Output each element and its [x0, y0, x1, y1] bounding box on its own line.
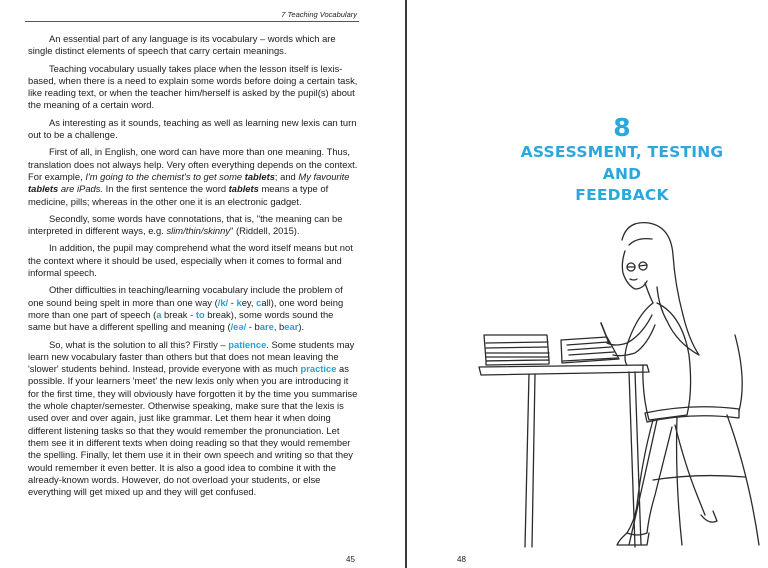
body-text	[28, 33, 358, 503]
example-2-end: are iPads.	[58, 183, 104, 195]
paragraph-2: Teaching vocabulary usually takes place when the lesson itself is lexis-based, when there is a need to explain some words before doing a certain task, like reading text, or when the teacher him/herself is asked by the pupil(s) about the meaning of a certain word.	[28, 62, 358, 111]
chapter-number: 8	[613, 113, 631, 142]
desk-icon	[479, 365, 649, 547]
p5-text-b: " (Riddell, 2015).	[230, 225, 300, 237]
example-2-keyword: tablets	[28, 183, 59, 195]
p4-text-a: First of all, in English, one word can have more than one meaning. Thus, translation does not always help. Very often everything depends on the context. For example,	[28, 146, 358, 182]
p7-text-end: ).	[298, 321, 305, 333]
page-number-right: 48	[457, 555, 466, 564]
letter-c: c	[256, 296, 262, 308]
p7-sep-1: -	[228, 296, 237, 308]
letter-k: k	[236, 296, 242, 308]
chapter-title-line-2: AND	[602, 164, 642, 183]
connotation-example: slim/thin/skinny	[166, 225, 231, 237]
example-1-keyword: tablets	[244, 170, 275, 182]
example-2-text: My favourite	[298, 170, 350, 182]
p4-text-d: means a type of medicine, pills; whereas in the other one it is an electronic gadget.	[28, 183, 329, 207]
woman-writing-at-desk-illustration	[477, 215, 768, 560]
p7-text-c: break), some words sound the same but have a different spelling and meaning (	[28, 308, 334, 333]
p7-text-b: all), one word being more than one part of speech (	[28, 296, 344, 320]
phoneme-k: /k/	[217, 296, 229, 308]
p7-text-key: ey,	[241, 296, 257, 308]
letters-are: are	[259, 321, 274, 333]
keyword-tablets: tablets	[228, 183, 259, 195]
chapter-title	[467, 142, 768, 207]
woman-figure-icon	[601, 223, 717, 545]
p8-text-c: as possible. If your learners 'meet' the new lexis only when you are introducing it for the first time, they will obviously have forgotten it by the time you summarise the whole chapter/semester. Otherwise speaking, make sure that the lexis is used over and over again, just like grammar. Let them hear it when doing different listening tasks so that they would remember the pronunciation. Let them see it in different texts when doing reading so that they would remember the spelling. Finally, let them use it in their own speech and writing so that they would remember it even better. It is also a good idea to combine it with the already-known words. However, do not overload your students, or else everything will get mixed up and they will get confused.	[28, 363, 358, 498]
particle-to: to	[195, 308, 205, 320]
p7-text-b3: , b	[273, 321, 285, 333]
example-sentence-1	[85, 171, 275, 182]
keyword-patience: patience	[228, 338, 267, 350]
p4-text-c: In the first sentence the word	[103, 183, 229, 195]
paragraph-3: As interesting as it sounds, teaching as well as learning new lexis can turn out to be a challenge.	[28, 116, 357, 141]
chapter-title-line-1: ASSESSMENT, TESTING	[520, 143, 724, 161]
page-number-left: 45	[346, 555, 355, 564]
p7-text-a: Other difficulties in teaching/learning vocabulary include the problem of one sound being spelt in more than one way (	[28, 284, 343, 308]
paragraph-7	[28, 284, 358, 333]
p4-text-b: ; and	[274, 170, 299, 182]
paragraph-1: An essential part of any language is its vocabulary – words which are single distinct elements of speech that carry certain meanings.	[28, 33, 336, 57]
letters-ear: ear	[284, 321, 299, 333]
p7-text-break: break -	[161, 308, 196, 320]
p8-text-a: So, what is the solution to all this? Firstly –	[49, 338, 229, 350]
paper-stack-icon	[484, 335, 549, 365]
p5-text-a: Secondly, some words have connotations, that is, "the meaning can be interpreted in different ways, e.g.	[28, 212, 343, 237]
paragraph-4	[28, 146, 358, 207]
running-head: 7 Teaching Vocabulary	[281, 10, 357, 19]
chapter-title-line-3: FEEDBACK	[575, 186, 669, 204]
p8-text-b: . Some students may learn new vocabulary faster than others but that does not mean leaving the 'slower' students behind. Instead, provide everyone with as much	[28, 338, 355, 375]
notebook-icon	[561, 337, 619, 363]
right-page	[407, 0, 768, 568]
keyword-practice: practice	[300, 363, 337, 375]
phoneme-ea: /eə/	[230, 321, 247, 333]
header-rule	[25, 21, 359, 22]
article-a: a	[156, 308, 162, 320]
paragraph-8	[28, 339, 358, 499]
example-1-text: I'm going to the chemist's to get some	[85, 170, 245, 182]
paragraph-6: In addition, the pupil may comprehend what the word itself means but not the context where it should be used, especially when it comes to formal and informal speech.	[28, 242, 353, 279]
p7-text-b2: - b	[246, 321, 260, 333]
paragraph-5	[28, 213, 358, 238]
